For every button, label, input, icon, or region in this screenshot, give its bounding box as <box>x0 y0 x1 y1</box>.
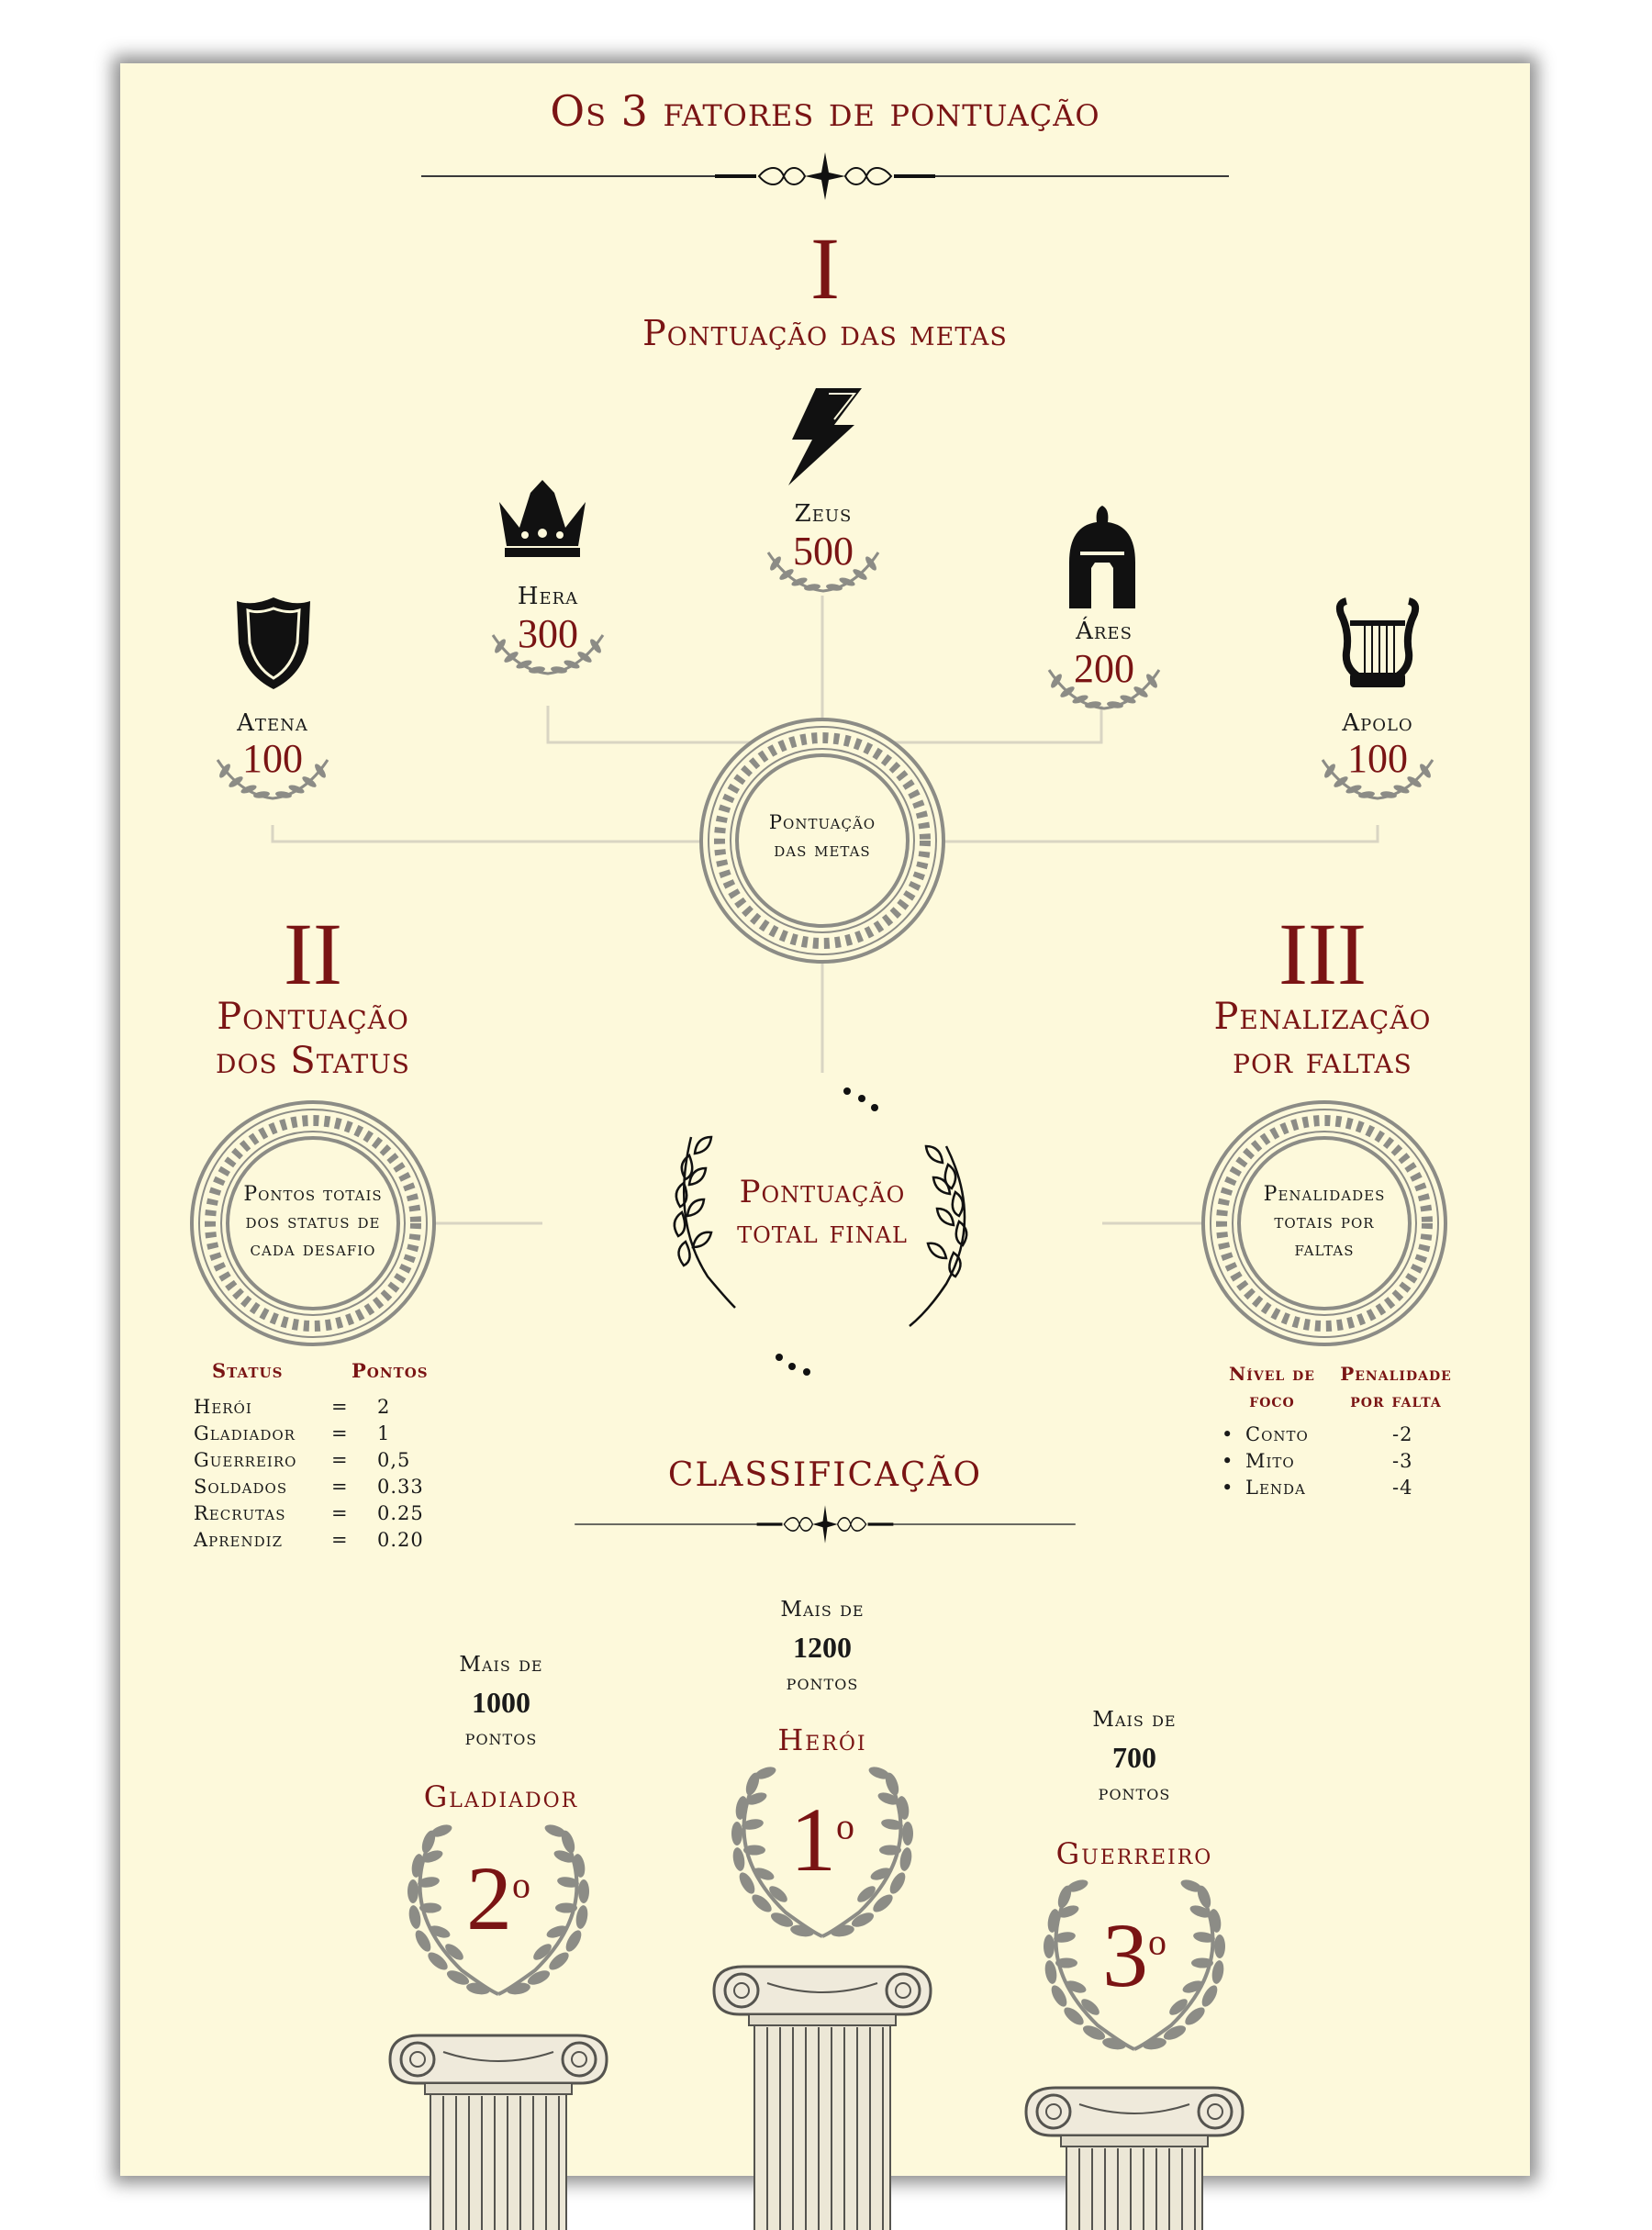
status-eq: = <box>331 1396 349 1418</box>
first-place-column-icon <box>822 1990 823 1991</box>
status-points: 0.20 <box>377 1529 424 1551</box>
status-eq: = <box>331 1529 349 1551</box>
lightning-icon <box>781 386 864 487</box>
penalty-value: -4 <box>1392 1477 1413 1499</box>
circle-status-line2: dos status de <box>245 1210 381 1233</box>
section1-numeral: I <box>810 219 840 318</box>
god-score-atena: 100 <box>242 736 303 781</box>
status-name: Herói <box>194 1396 252 1418</box>
crown-icon <box>492 476 593 559</box>
focus-level: Lenda <box>1245 1477 1306 1499</box>
classification-divider-ornament <box>825 1524 826 1525</box>
bullet-icon: • <box>1222 1450 1234 1472</box>
bullet-icon: • <box>1222 1477 1234 1499</box>
status-points: 0.25 <box>377 1502 424 1524</box>
section3-numeral: III <box>1278 905 1367 1003</box>
second-place-points: 1000 <box>472 1686 530 1719</box>
penalty-header-line2: por falta <box>1350 1389 1442 1411</box>
laurel-apolo-icon <box>1378 778 1379 779</box>
section3-title <box>1185 995 1460 1083</box>
circle-penalties-label <box>1223 1181 1425 1264</box>
section3-title-line1: Penalização <box>1213 996 1432 1038</box>
lyre-icon <box>1334 596 1422 693</box>
focus-level: Conto <box>1245 1423 1309 1445</box>
status-eq: = <box>331 1476 349 1498</box>
second-place-rank-ordinal: o <box>512 1864 530 1906</box>
second-place-rank-number: 2 <box>466 1847 512 1949</box>
section2-numeral: II <box>284 905 342 1003</box>
points-col-header: Pontos <box>352 1359 429 1382</box>
status-points: 1 <box>377 1422 391 1444</box>
penalty-value: -3 <box>1392 1450 1413 1472</box>
status-points: 2 <box>377 1396 391 1418</box>
god-name-zeus: Zeus <box>794 500 853 528</box>
laurel-ares-icon <box>1104 688 1105 689</box>
bullet-icon: • <box>1222 1423 1234 1445</box>
second-place-name: Gladiador <box>423 1779 579 1814</box>
god-score-hera: 300 <box>518 611 578 656</box>
status-name: Soldados <box>194 1476 288 1498</box>
status-row <box>194 1527 469 1554</box>
god-name-ares: Áres <box>1076 618 1133 645</box>
first-place-rank <box>731 1787 914 1892</box>
title-divider-ornament <box>825 176 826 177</box>
focus-level-header-line2: foco <box>1249 1389 1295 1411</box>
third-place-rank-ordinal: o <box>1148 1921 1166 1963</box>
classification-title: CLASSIFICAÇÃO <box>667 1456 983 1494</box>
circle-metas-line1: Pontuação <box>768 811 876 833</box>
status-points: 0,5 <box>377 1449 411 1471</box>
first-place-points: 1200 <box>793 1631 852 1664</box>
status-eq: = <box>331 1422 349 1444</box>
circle-metas-label <box>731 808 914 864</box>
status-row <box>194 1500 469 1527</box>
second-place-post: pontos <box>464 1726 538 1750</box>
status-col-header: Status <box>212 1359 284 1382</box>
section2-title-line2: dos Status <box>216 1040 410 1082</box>
penalty-value: -2 <box>1392 1423 1413 1445</box>
spartan-helmet-icon <box>1066 506 1139 614</box>
circle-penalties-line2: totais por <box>1274 1210 1375 1233</box>
god-score-ares: 200 <box>1074 646 1134 691</box>
focus-level-col-header <box>1212 1361 1332 1414</box>
section2-title-line1: Pontuação <box>217 996 409 1038</box>
first-place-post: pontos <box>786 1671 859 1695</box>
third-place-post: pontos <box>1098 1781 1171 1805</box>
poster <box>120 63 1530 2176</box>
status-name: Gladiador <box>194 1422 296 1444</box>
third-place-name: Guerreiro <box>1055 1836 1213 1871</box>
first-place-pre: Mais de <box>780 1598 865 1622</box>
final-score-line2: total final <box>737 1214 908 1251</box>
final-score-label <box>685 1172 960 1253</box>
final-score-line1: Pontuação <box>739 1174 906 1210</box>
third-place-points: 700 <box>1112 1741 1156 1774</box>
second-place-rank <box>407 1845 590 1951</box>
second-place-pre: Mais de <box>459 1653 543 1677</box>
circle-status-label <box>212 1181 414 1264</box>
section2-title <box>175 995 451 1083</box>
focus-level: Mito <box>1245 1450 1295 1472</box>
god-score-zeus: 500 <box>793 529 854 574</box>
god-name-apolo: Apolo <box>1342 709 1413 737</box>
circle-penalties-line3: faltas <box>1294 1238 1355 1261</box>
section3-title-line2: por faltas <box>1233 1040 1412 1082</box>
circle-status-line3: cada desafio <box>250 1238 376 1261</box>
penalty-row <box>1222 1422 1460 1448</box>
shield-icon <box>235 596 312 691</box>
penalty-col-header <box>1327 1361 1465 1414</box>
god-score-apolo: 100 <box>1347 736 1408 781</box>
circle-metas-line2: das metas <box>774 839 871 861</box>
second-place-column-icon <box>498 2059 499 2060</box>
status-eq: = <box>331 1502 349 1524</box>
god-name-atena: Atena <box>237 709 308 737</box>
status-row <box>194 1421 469 1447</box>
circle-penalties-line1: Penalidades <box>1263 1183 1386 1206</box>
laurel-zeus-icon <box>823 571 824 572</box>
section1-title: Pontuação das metas <box>642 313 1008 353</box>
third-place-rank-number: 3 <box>1102 1904 1148 2006</box>
laurel-hera-icon <box>548 653 549 654</box>
third-place-pre: Mais de <box>1092 1708 1177 1732</box>
focus-level-header-line1: Nível de <box>1229 1363 1315 1385</box>
third-place-column-icon <box>1134 2112 1135 2113</box>
status-name: Guerreiro <box>194 1449 297 1471</box>
penalty-header-line1: Penalidade <box>1340 1363 1452 1385</box>
status-name: Aprendiz <box>194 1529 284 1551</box>
first-place-name: Herói <box>777 1723 867 1757</box>
status-eq: = <box>331 1449 349 1471</box>
status-name: Recrutas <box>194 1502 286 1524</box>
main-title: Os 3 fatores de pontuação <box>550 86 1100 136</box>
circle-status-line1: Pontos totais <box>243 1183 383 1206</box>
first-place-rank-number: 1 <box>790 1789 836 1890</box>
third-place-rank <box>1043 1902 1226 2008</box>
god-name-hera: Hera <box>517 583 579 610</box>
first-place-rank-ordinal: o <box>836 1805 854 1847</box>
status-row <box>194 1394 469 1421</box>
status-points: 0.33 <box>377 1476 424 1498</box>
